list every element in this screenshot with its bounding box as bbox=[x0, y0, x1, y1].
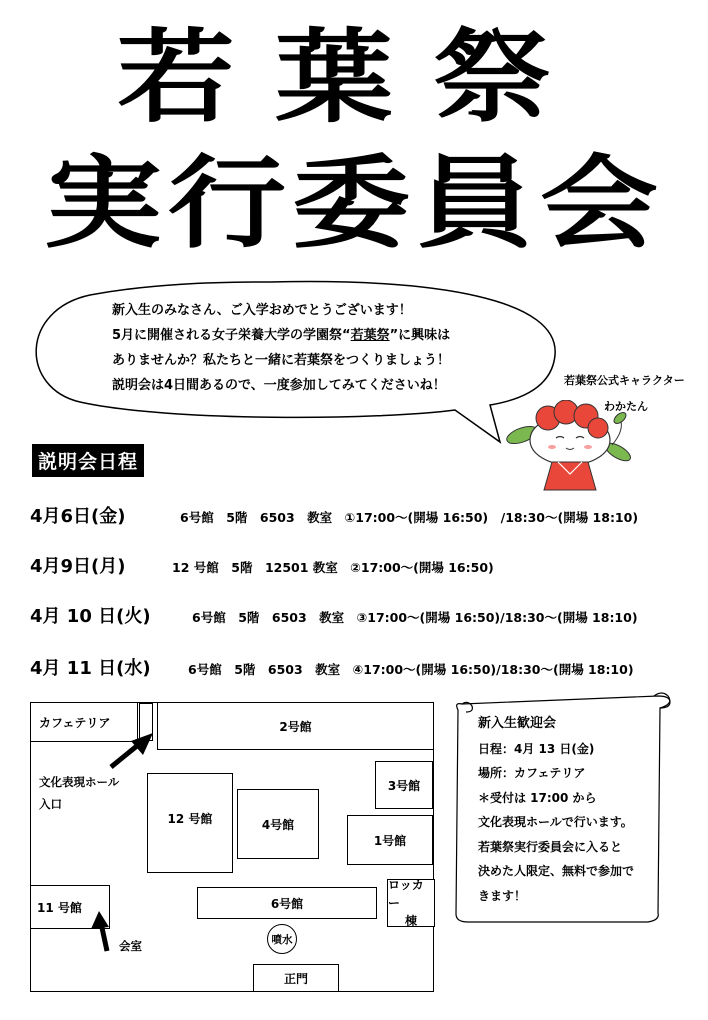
schedule-info: 6号館 5階 6503 教室 ④17:00～(開場 16:50)/18:30～(開場 18:10) bbox=[188, 662, 634, 677]
locker-line-1: ロッカー bbox=[388, 878, 424, 910]
building-3: 3号館 bbox=[375, 761, 433, 809]
welcome-line: ＊受付は 17:00 から bbox=[478, 790, 597, 805]
schedule-date: 4月 11 日(水) bbox=[30, 658, 151, 679]
building-1: 1号館 bbox=[347, 815, 433, 865]
main-gate: 正門 bbox=[253, 964, 339, 992]
welcome-line: 決めた人限定、無料で参加で bbox=[478, 864, 635, 878]
campus-map bbox=[30, 702, 434, 992]
bubble-line-2-pre: 5月に開催される女子栄養大学の学園祭“ bbox=[112, 328, 351, 343]
bubble-line-2 bbox=[112, 323, 450, 348]
title-line-2: 実行委員会 bbox=[43, 144, 664, 262]
bubble-line-4: 説明会は4日間あるので、一度参加してみてくださいね！ bbox=[112, 378, 446, 393]
schedule-date: 4月6日(金) bbox=[30, 506, 126, 527]
hall-entrance-line-1: 文化表現ホール bbox=[39, 775, 120, 789]
welcome-party bbox=[478, 712, 634, 908]
arrow-hall-entrance-icon bbox=[111, 733, 153, 767]
bubble-message bbox=[112, 298, 450, 398]
title-line-1: 若葉祭 bbox=[116, 18, 591, 136]
schedule-date: 4月 10 日(火) bbox=[30, 606, 151, 627]
venue-label: 会室 bbox=[119, 939, 142, 953]
welcome-title: 新入生歓迎会 bbox=[478, 716, 557, 731]
welcome-line: 文化表現ホールで行います。 bbox=[478, 815, 633, 829]
arrow-venue-icon bbox=[91, 911, 109, 951]
welcome-line: 日程：4月 13 日(金) bbox=[478, 741, 595, 756]
building-4: 4号館 bbox=[237, 789, 319, 859]
locker-line-2: 棟 bbox=[404, 914, 417, 928]
building-6: 6号館 bbox=[197, 887, 377, 919]
building-11: 11 号館 bbox=[30, 885, 110, 929]
building-2: 2号館 bbox=[157, 702, 434, 750]
fountain: 噴水 bbox=[267, 924, 297, 954]
bubble-line-2-post: ”に興味は bbox=[389, 328, 451, 343]
building-cafeteria: カフェテリア bbox=[30, 702, 138, 742]
schedule-info: 6号館 5階 6503 教室 ①17:00～(開場 16:50) /18:30～(開場 18:10) bbox=[180, 510, 639, 525]
schedule-info: 6号館 5階 6503 教室 ③17:00～(開場 16:50)/18:30～(開場 18:10) bbox=[192, 610, 638, 625]
welcome-line: 若葉祭実行委員会に入ると bbox=[478, 839, 623, 854]
schedule-row bbox=[30, 502, 638, 528]
schedule-row bbox=[30, 654, 634, 680]
bubble-line-1: 新入生のみなさん、ご入学おめでとうございます！ bbox=[112, 303, 412, 318]
welcome-line: 場所：カフェテリア bbox=[478, 766, 586, 780]
map-arrows bbox=[31, 703, 435, 993]
hall-entrance-line-2: 入口 bbox=[39, 797, 62, 811]
building-12: 12 号館 bbox=[147, 773, 233, 873]
schedule-row bbox=[30, 602, 638, 628]
character-name: わかたん bbox=[604, 400, 648, 413]
bubble-line-3: ありませんか？私たちと一緒に若葉祭をつくりましょう！ bbox=[112, 353, 451, 368]
mascot-wakatan-icon bbox=[500, 400, 640, 495]
schedule-date: 4月9日(月) bbox=[30, 556, 126, 577]
schedule-info: 12 号館 5階 12501 教室 ②17:00～(開場 16:50) bbox=[172, 560, 494, 575]
schedule-row bbox=[30, 552, 494, 578]
welcome-line: きます！ bbox=[478, 888, 527, 903]
character-caption: 若葉祭公式キャラクター bbox=[564, 374, 685, 387]
schedule-heading: 説明会日程 bbox=[32, 444, 144, 477]
bubble-highlight: 若葉祭 bbox=[350, 328, 390, 343]
